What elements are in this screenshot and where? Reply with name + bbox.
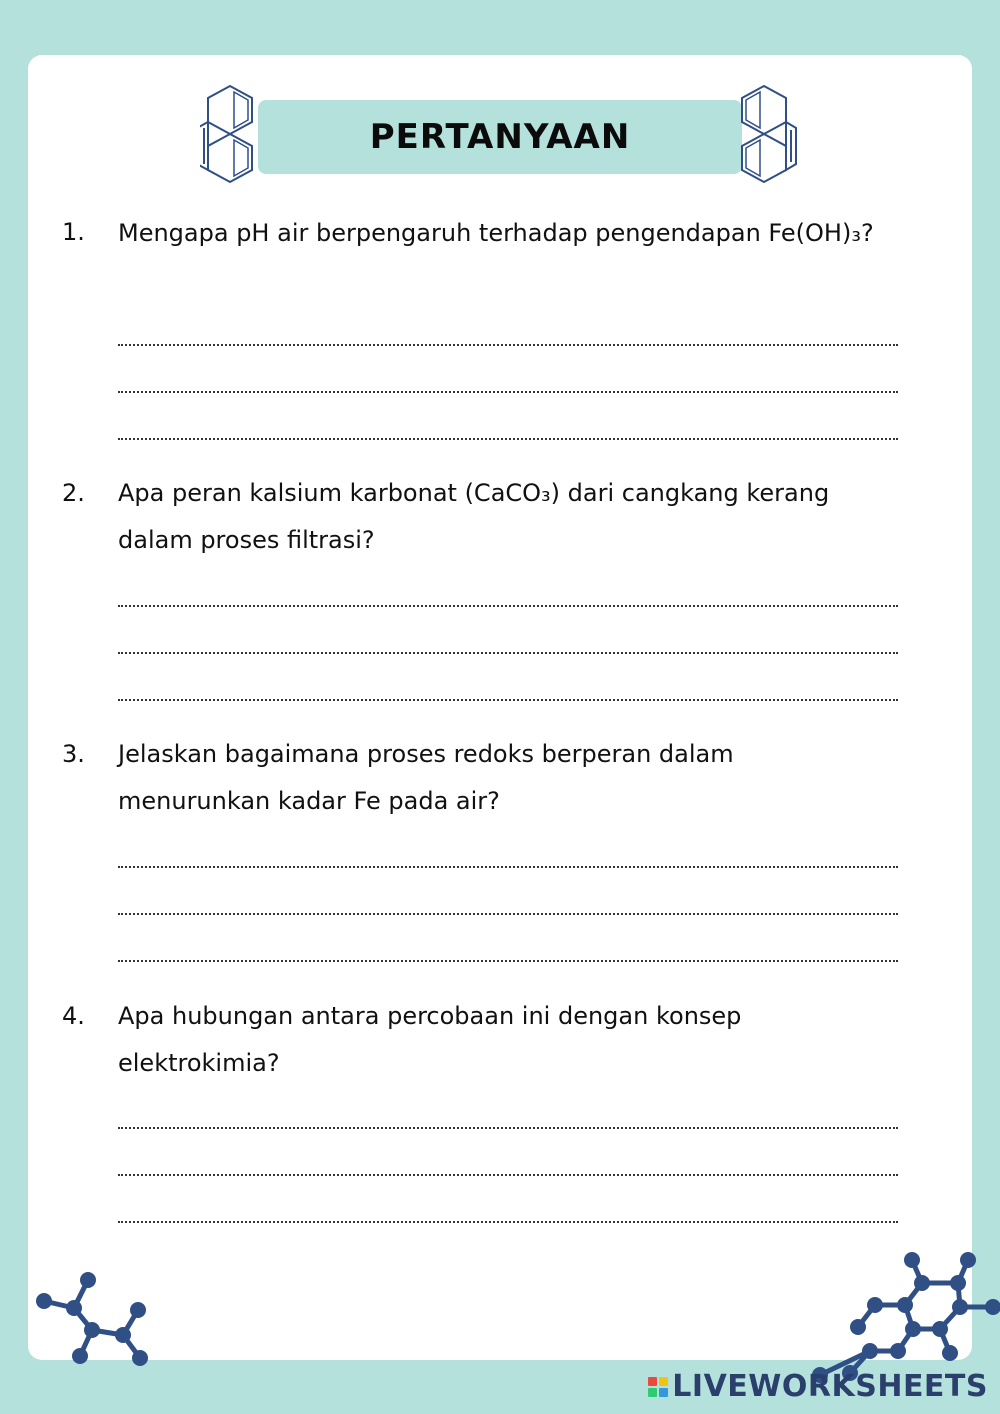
answer-line-1b[interactable] [118,391,898,393]
answer-line-4a[interactable] [118,1127,898,1129]
question-text-2: Apa peran kalsium karbonat (CaCO₃) dari cangkang kerang dalam proses filtrasi? [118,479,830,554]
molecule-decoration-left [30,1270,160,1380]
answer-line-3a[interactable] [118,866,898,868]
phenanthrene-icon-left [200,82,266,192]
answer-line-2b[interactable] [118,652,898,654]
brand-text: LIVEWORKSHEETS [672,1369,988,1404]
page-title: PERTANYAAN [369,117,631,157]
answer-line-2c[interactable] [118,699,898,701]
question-number-4: 4. [62,1002,85,1030]
answer-line-1a[interactable] [118,344,898,346]
answer-line-4b[interactable] [118,1174,898,1176]
question-text-1: Mengapa pH air berpengaruh terhadap pengendapan Fe(OH)₃? [118,219,874,247]
liveworksheets-brand[interactable] [648,1369,988,1404]
answer-line-3b[interactable] [118,913,898,915]
answer-line-1c[interactable] [118,438,898,440]
phenanthrene-icon-right [734,82,800,192]
liveworksheets-logo-icon [648,1377,668,1397]
answer-line-2a[interactable] [118,605,898,607]
question-number-1: 1. [62,218,85,246]
question-number-2: 2. [62,479,85,507]
question-text-4: Apa hubungan antara percobaan ini dengan konsep elektrokimia? [118,1002,742,1077]
question-number-3: 3. [62,740,85,768]
title-banner [258,100,742,174]
answer-line-4c[interactable] [118,1221,898,1223]
answer-line-3c[interactable] [118,960,898,962]
question-text-3: Jelaskan bagaimana proses redoks berperan dalam menurunkan kadar Fe pada air? [118,740,734,815]
